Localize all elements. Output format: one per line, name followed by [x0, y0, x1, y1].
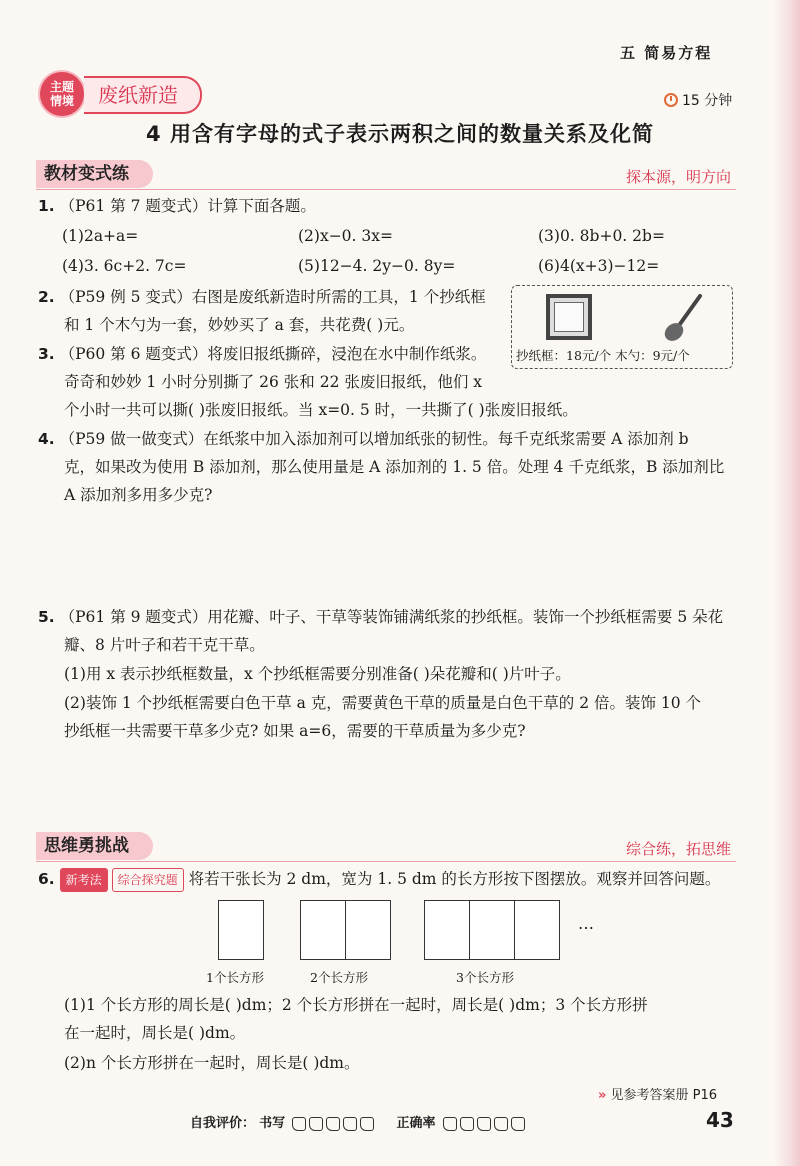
question-line: （P60 第 6 题变式）将废旧报纸撕碎，浸泡在水中制作纸浆。 [59, 345, 487, 363]
theme-title: 废纸新造 [84, 76, 202, 114]
tools-figure [511, 285, 733, 369]
timer [664, 90, 732, 110]
rectangle [469, 900, 515, 960]
answer-reference [598, 1084, 717, 1103]
question-number: 2. [38, 288, 55, 306]
theme-badge-line1: 主题 [49, 80, 74, 94]
question-line: 奇奇和妙妙 1 小时分别撕了 26 张和 22 张废旧报纸，他们 x [64, 373, 483, 391]
q5-sub-1: (1)用 x 表示抄纸框数量，x 个抄纸框需要分别准备( )朵花瓣和( )片叶子。 [64, 665, 571, 683]
answer-reference-text: 见参考答案册 P16 [610, 1088, 718, 1103]
q1-item: (3)0. 8b+0. 2b= [538, 227, 665, 245]
question-line: （P59 做一做变式）在纸浆中加入添加剂可以增加纸张的韧性。每千克纸浆需要 A 添加剂 b [59, 430, 689, 448]
q1-item: (4)3. 6c+2. 7c= [62, 257, 187, 275]
q1-item: (1)2a+a= [62, 227, 139, 245]
page-number: 43 [706, 1108, 734, 1132]
question-stem: 将若干张长为 2 dm，宽为 1. 5 dm 的长方形按下图摆放。观察并回答问题。 [188, 870, 721, 888]
q1-item: (6)4(x+3)−12= [538, 257, 660, 275]
question-line: 和 1 个木勺为一套，妙妙买了 a 套，共花费( )元。 [64, 316, 415, 334]
section-challenge-title: 思维勇挑战 [36, 832, 153, 860]
question-number: 1. [38, 197, 55, 215]
question-number: 4. [38, 430, 55, 448]
theme-badge [40, 72, 84, 116]
question-1 [38, 195, 316, 217]
question-line: 克，如果改为使用 B 添加剂，那么使用量是 A 添加剂的 1. 5 倍。处理 4 千克纸浆，B 添加剂比 [64, 458, 725, 476]
wooden-spoon-image [662, 292, 706, 344]
clock-icon [664, 93, 678, 107]
question-stem: （P61 第 7 题变式）计算下面各题。 [59, 197, 316, 215]
rectangle [218, 900, 264, 960]
self-eval-label: 自我评价： [190, 1116, 256, 1131]
rectangle-label: 2个长方形 [310, 970, 368, 985]
rectangle [300, 900, 346, 960]
q6-sub-2: (2)n 个长方形拼在一起时，周长是( )dm。 [64, 1054, 360, 1072]
figure-caption: 抄纸框：18元/个 木勺：9元/个 [516, 348, 690, 363]
question-number: 3. [38, 345, 55, 363]
question-3 [38, 343, 486, 365]
lesson-title: 4 用含有字母的式子表示两积之间的数量关系及化简 [146, 122, 654, 146]
page-edge [774, 0, 800, 1166]
q5-sub-2: (2)装饰 1 个抄纸框需要白色干草 a 克，需要黄色干草的质量是白色干草的 2 倍。装饰 10 个 [64, 694, 702, 712]
section-textbook-title: 教材变式练 [36, 160, 153, 188]
thumb-rating-icon[interactable] [494, 1117, 508, 1131]
q1-item: (5)12−4. 2y−0. 8y= [298, 257, 456, 275]
self-evaluation [190, 1112, 525, 1131]
q6-sub-1-cont: 在一起时，周长是( )dm。 [64, 1024, 246, 1042]
rectangle-label: 1个长方形 [206, 970, 264, 985]
section-divider [36, 189, 736, 190]
thumb-rating-icon[interactable] [511, 1117, 525, 1131]
explore-tag: 综合探究题 [112, 868, 184, 892]
new-method-tag: 新考法 [60, 868, 108, 892]
timer-text: 15 分钟 [682, 93, 733, 109]
accuracy-label: 正确率 [396, 1116, 436, 1131]
q5-sub-2-cont: 抄纸框一共需要干草多少克? 如果 a=6，需要的干草质量为多少克? [64, 722, 526, 740]
chapter-header: 五 简易方程 [620, 44, 713, 62]
question-line: （P61 第 9 题变式）用花瓣、叶子、干草等装饰铺满纸浆的抄纸框。装饰一个抄纸框需要 5 朵花 [59, 608, 724, 626]
thumb-rating-icon[interactable] [326, 1117, 340, 1131]
q1-item: (2)x−0. 3x= [298, 227, 393, 245]
section-textbook-tag: 探本源，明方向 [626, 168, 732, 186]
question-line: 个小时一共可以撕( )张废旧报纸。当 x=0. 5 时，一共撕了( )张废旧报纸。 [64, 401, 578, 419]
question-6 [38, 868, 720, 892]
rectangle-label: 3个长方形 [456, 970, 514, 985]
thumb-rating-icon[interactable] [309, 1117, 323, 1131]
thumb-rating-icon[interactable] [360, 1117, 374, 1131]
writing-label: 书写 [259, 1116, 286, 1131]
thumb-rating-icon[interactable] [292, 1117, 306, 1131]
theme-badge-line2: 情境 [49, 94, 74, 108]
rectangle [514, 900, 560, 960]
question-number: 5. [38, 608, 55, 626]
question-4 [38, 428, 689, 450]
question-5 [38, 606, 723, 628]
question-2 [38, 286, 486, 308]
thumb-rating-icon[interactable] [343, 1117, 357, 1131]
thumb-rating-icon[interactable] [460, 1117, 474, 1131]
question-number: 6. [38, 870, 55, 888]
rectangle [424, 900, 470, 960]
thumb-rating-icon[interactable] [443, 1117, 457, 1131]
thumb-rating-icon[interactable] [477, 1117, 491, 1131]
rectangle [345, 900, 391, 960]
section-divider [36, 861, 736, 862]
paper-frame-image [546, 294, 592, 340]
q6-sub-1: (1)1 个长方形的周长是( )dm；2 个长方形拼在一起时，周长是( )dm；3 个长方形拼 [64, 996, 648, 1014]
double-chevron-icon: » [598, 1088, 607, 1103]
section-challenge-tag: 综合练，拓思维 [626, 840, 732, 858]
question-line: A 添加剂多用多少克? [64, 486, 213, 504]
question-line: 瓣、8 片叶子和若干克干草。 [64, 636, 265, 654]
question-line: （P59 例 5 变式）右图是废纸新造时所需的工具，1 个抄纸框 [59, 288, 486, 306]
ellipsis: … [578, 914, 594, 933]
